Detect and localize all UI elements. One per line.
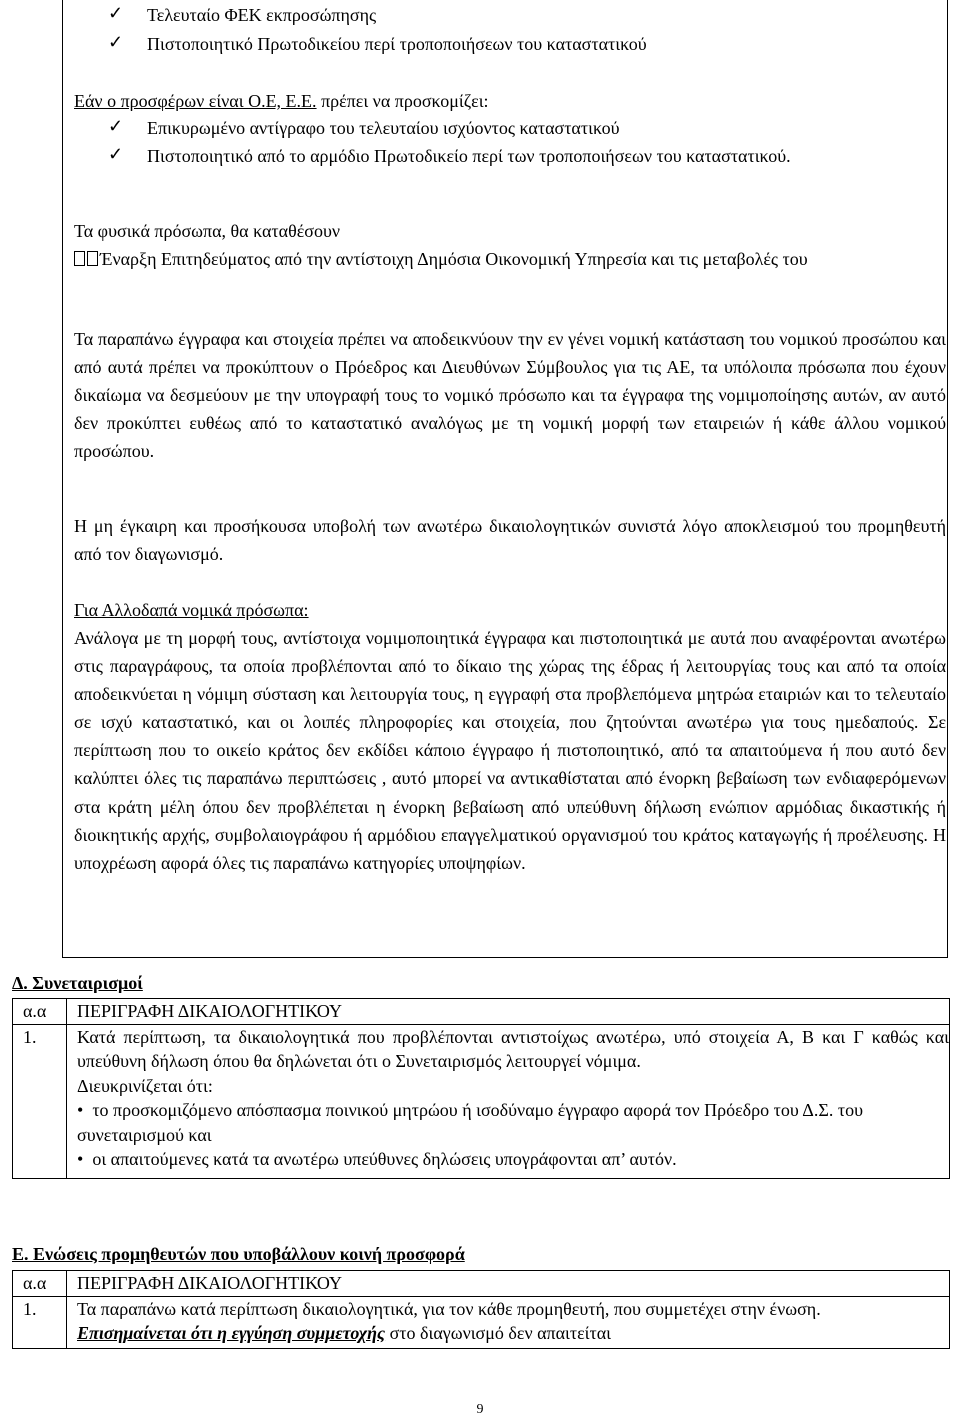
paragraph: Ανάλογα με τη μορφή τους, αντίστοιχα νομιμοποιητικά έγγραφα και πιστοποιητικά με αυτά που αναφέρονται ανωτέρω στις παραγράφους, τα οποία προβλέπονται από το δίκαιο της χώρας της έδρας ή λειτουργίας τους και από τα οποία αποδεικνύεται η νόμιμη σύσταση και λειτουργία τους, η εγγραφή στα προβλεπόμενα μητρώα εταιριών και το τελευταίο σε ισχύ καταστατικό, και οι λοιπές πληροφορίες και στοιχεία, που ζητούνται ανωτέρω για τους ημεδαπούς. Σε περίπτωση που το οικείο κράτος δεν εκδίδει κάποιο έγγραφο ή πιστοποιητικό, από τα απαιτούμενα ή που αυτό δεν καλύπτει όλες τις παραπάνω περιπτώσεις , αυτό μπορεί να αντικαθίσταται από ένορκη βεβαίωση των ενδιαφερόμενων στα κράτη μέλη όπου δεν προβλέπεται η ένορκη βεβαίωση από υπεύθυνη δήλωση ενώπιον αρμόδιας δικαστικής ή διοικητικής αρχής, συμβολαιογράφου ή αρμόδιου επαγγελματικού οργανισμού του κράτος καταγωγής ή προέλευσης. Η υποχρέωση αφορά όλες τις παραπάνω κατηγορίες υποψηφίων. — [74, 628, 946, 873]
checkmark-icon: ✓ — [108, 3, 124, 23]
start-business-text: Έναρξη Επιτηδεύματος από την αντίστοιχη Δημόσια Οικονομική Υπηρεσία και τις μεταβολές του — [100, 249, 808, 269]
foreign-heading: Για Αλλοδαπά νομικά πρόσωπα: — [74, 600, 309, 620]
table-header-row — [13, 1271, 950, 1297]
row-number: 1. — [13, 1296, 67, 1348]
bullet-item: • το προσκομιζόμενο απόσπασμα ποινικού μητρώου ή ισοδύναμο έγγραφο αφορά τον Πρόεδρο του Δ.Σ. του συνεταιρισμού και — [77, 1100, 863, 1145]
check-item: Επικυρωμένο αντίγραφο του τελευταίου ισχύοντος καταστατικού — [147, 118, 620, 138]
paragraph: Η μη έγκαιρη και προσήκουσα υποβολή των ανωτέρω δικαιολογητικών συνιστά λόγο αποκλεισμού του προμηθευτή από τον διαγωνισμό. — [74, 516, 946, 564]
col-aa: α.α — [13, 999, 67, 1025]
clarify-label: Διευκρινίζεται ότι: — [77, 1075, 213, 1096]
section-d-heading: Δ. Συνεταιρισμοί — [12, 973, 143, 993]
section-d-table — [12, 998, 950, 1179]
row-description — [67, 1296, 950, 1348]
missing-glyph-icon — [74, 251, 85, 266]
page-number: 9 — [476, 1402, 484, 1417]
col-desc: ΠΕΡΙΓΡΑΦΗ ΔΙΚΑΙΟΛΟΓΗΤΙΚΟΥ — [67, 1271, 950, 1297]
row-text: Τα παραπάνω κατά περίπτωση δικαιολογητικά, για τον κάθε προμηθευτή, που συμμετέχει στην ένωση. — [77, 1298, 821, 1319]
bullet-text: το προσκομιζόμενο απόσπασμα ποινικού μητρώου ή ισοδύναμο έγγραφο αφορά τον Πρόεδρο του Δ.Σ. του συνεταιρισμού και — [77, 1100, 863, 1145]
oe-line — [74, 88, 946, 116]
table-row — [13, 1296, 950, 1348]
row-description — [67, 1024, 950, 1178]
oe-underlined: Εάν ο προσφέρων είναι Ο.Ε, Ε.Ε. — [74, 91, 317, 111]
col-aa: α.α — [13, 1271, 67, 1297]
col-desc: ΠΕΡΙΓΡΑΦΗ ΔΙΚΑΙΟΛΟΓΗΤΙΚΟΥ — [67, 999, 950, 1025]
row-text: Κατά περίπτωση, τα δικαιολογητικά που προβλέπονται αντιστοίχως ανωτέρω, υπό στοιχεία Α, Β και Γ καθώς και υπεύθυνη δήλωση όπου θα δηλώνεται ότι ο Συνεταιρισμός λειτουργεί νόμιμα. — [77, 1026, 949, 1071]
bullet-text: οι απαιτούμενες κατά τα ανωτέρω υπεύθυνες δηλώσεις υπογράφονται απ’ αυτόν. — [92, 1149, 677, 1169]
note-rest: στο διαγωνισμό δεν απαιτείται — [385, 1323, 612, 1343]
check-item: Τελευταίο ΦΕΚ εκπροσώπησης — [147, 5, 377, 25]
table-header-row — [13, 999, 950, 1025]
checkmark-icon: ✓ — [108, 116, 124, 136]
row-number: 1. — [13, 1024, 67, 1178]
section-e-table — [12, 1270, 950, 1349]
bullet-item: • οι απαιτούμενες κατά τα ανωτέρω υπεύθυνες δηλώσεις υπογράφονται απ’ αυτόν. — [77, 1149, 677, 1169]
table-row — [13, 1024, 950, 1178]
paragraph: Τα παραπάνω έγγραφα και στοιχεία πρέπει να αποδεικνύουν την εν γένει νομική κατάσταση του νομικού προσώπου και από αυτά πρέπει να προκύπτουν ο Πρόεδρος και Διευθύνων Σύμβουλος για τις ΑΕ, τα υπόλοιπα πρόσωπα που έχουν δικαίωμα να δεσμεύουν με την υπογραφή τους το νομικό πρόσωπο και τα έγγραφα της νομιμοποίησης αυτών, αν αυτό δεν προκύπτει ευθέως από το καταστατικό αναλόγως με τη νομική μορφή των εταιρειών ή κάθε άλλου νομικού προσώπου. — [74, 329, 946, 461]
oe-rest: πρέπει να προσκομίζει: — [316, 91, 489, 111]
checkmark-icon: ✓ — [108, 144, 124, 164]
check-item: Πιστοποιητικό Πρωτοδικείου περί τροποποιήσεων του καταστατικού — [147, 34, 647, 54]
section-e-heading: Ε. Ενώσεις προμηθευτών που υποβάλλουν κοινή προσφορά — [12, 1244, 465, 1264]
check-item: Πιστοποιητικό από το αρμόδιο Πρωτοδικείο περί των τροποποιήσεων του καταστατικού. — [147, 146, 791, 166]
start-business-line — [74, 246, 946, 274]
checkmark-icon: ✓ — [108, 32, 124, 52]
natural-persons-line: Τα φυσικά πρόσωπα, θα καταθέσουν — [74, 221, 341, 241]
missing-glyph-icon — [87, 251, 98, 266]
note-emphasis: Επισημαίνεται ότι η εγγύηση συμμετοχής — [77, 1323, 386, 1343]
note-line — [77, 1321, 949, 1346]
